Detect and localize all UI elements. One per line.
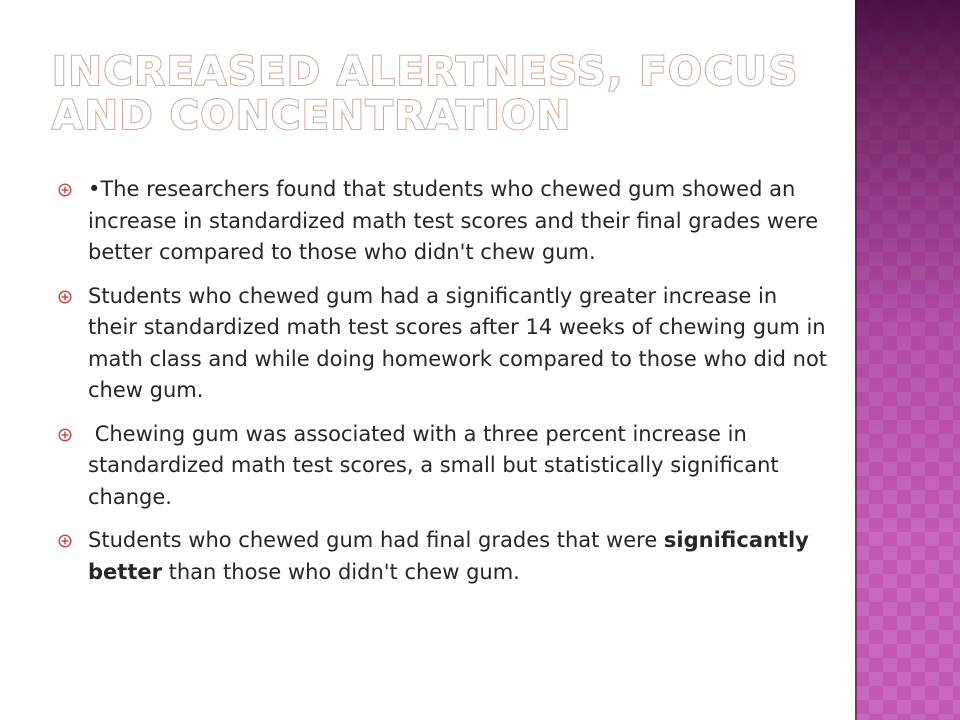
side-panel-gradient (855, 0, 960, 720)
bullet-list (58, 174, 828, 600)
decorative-side-panel (855, 0, 960, 720)
circled-plus-icon (58, 428, 72, 442)
bullet-item (58, 174, 828, 269)
bullet-item (58, 419, 828, 514)
side-panel-edge (855, 0, 857, 720)
bullet-text: Students who chewed gum had a significantly greater increase in their standardized math test scores after 14 weeks of chewing gum in math class and while doing homework compared to those who did not chew gum. (88, 283, 828, 402)
bullet-text (88, 528, 816, 584)
bullet-text-part: than those who didn't chew gum. (161, 559, 520, 584)
bullet-text-emphasis: significantly better (88, 528, 817, 584)
circled-plus-icon (58, 183, 72, 197)
bullet-text: •The researchers found that students who chewed gum showed an increase in standardized math test scores and their final grades were better compared to those who didn't chew gum. (88, 177, 819, 264)
bullet-item (58, 525, 828, 588)
circled-plus-icon (58, 534, 72, 548)
bullet-item (58, 281, 828, 407)
bullet-text: Chewing gum was associated with a three percent increase in standardized math test scores, a small but statistically significant change. (88, 421, 786, 509)
circled-plus-icon (58, 290, 72, 304)
bullet-text-part: Students who chewed gum had final grades that were (88, 528, 664, 552)
slide-title: INCREASED ALERTNESS, FOCUS AND CONCENTRATION (52, 49, 799, 139)
